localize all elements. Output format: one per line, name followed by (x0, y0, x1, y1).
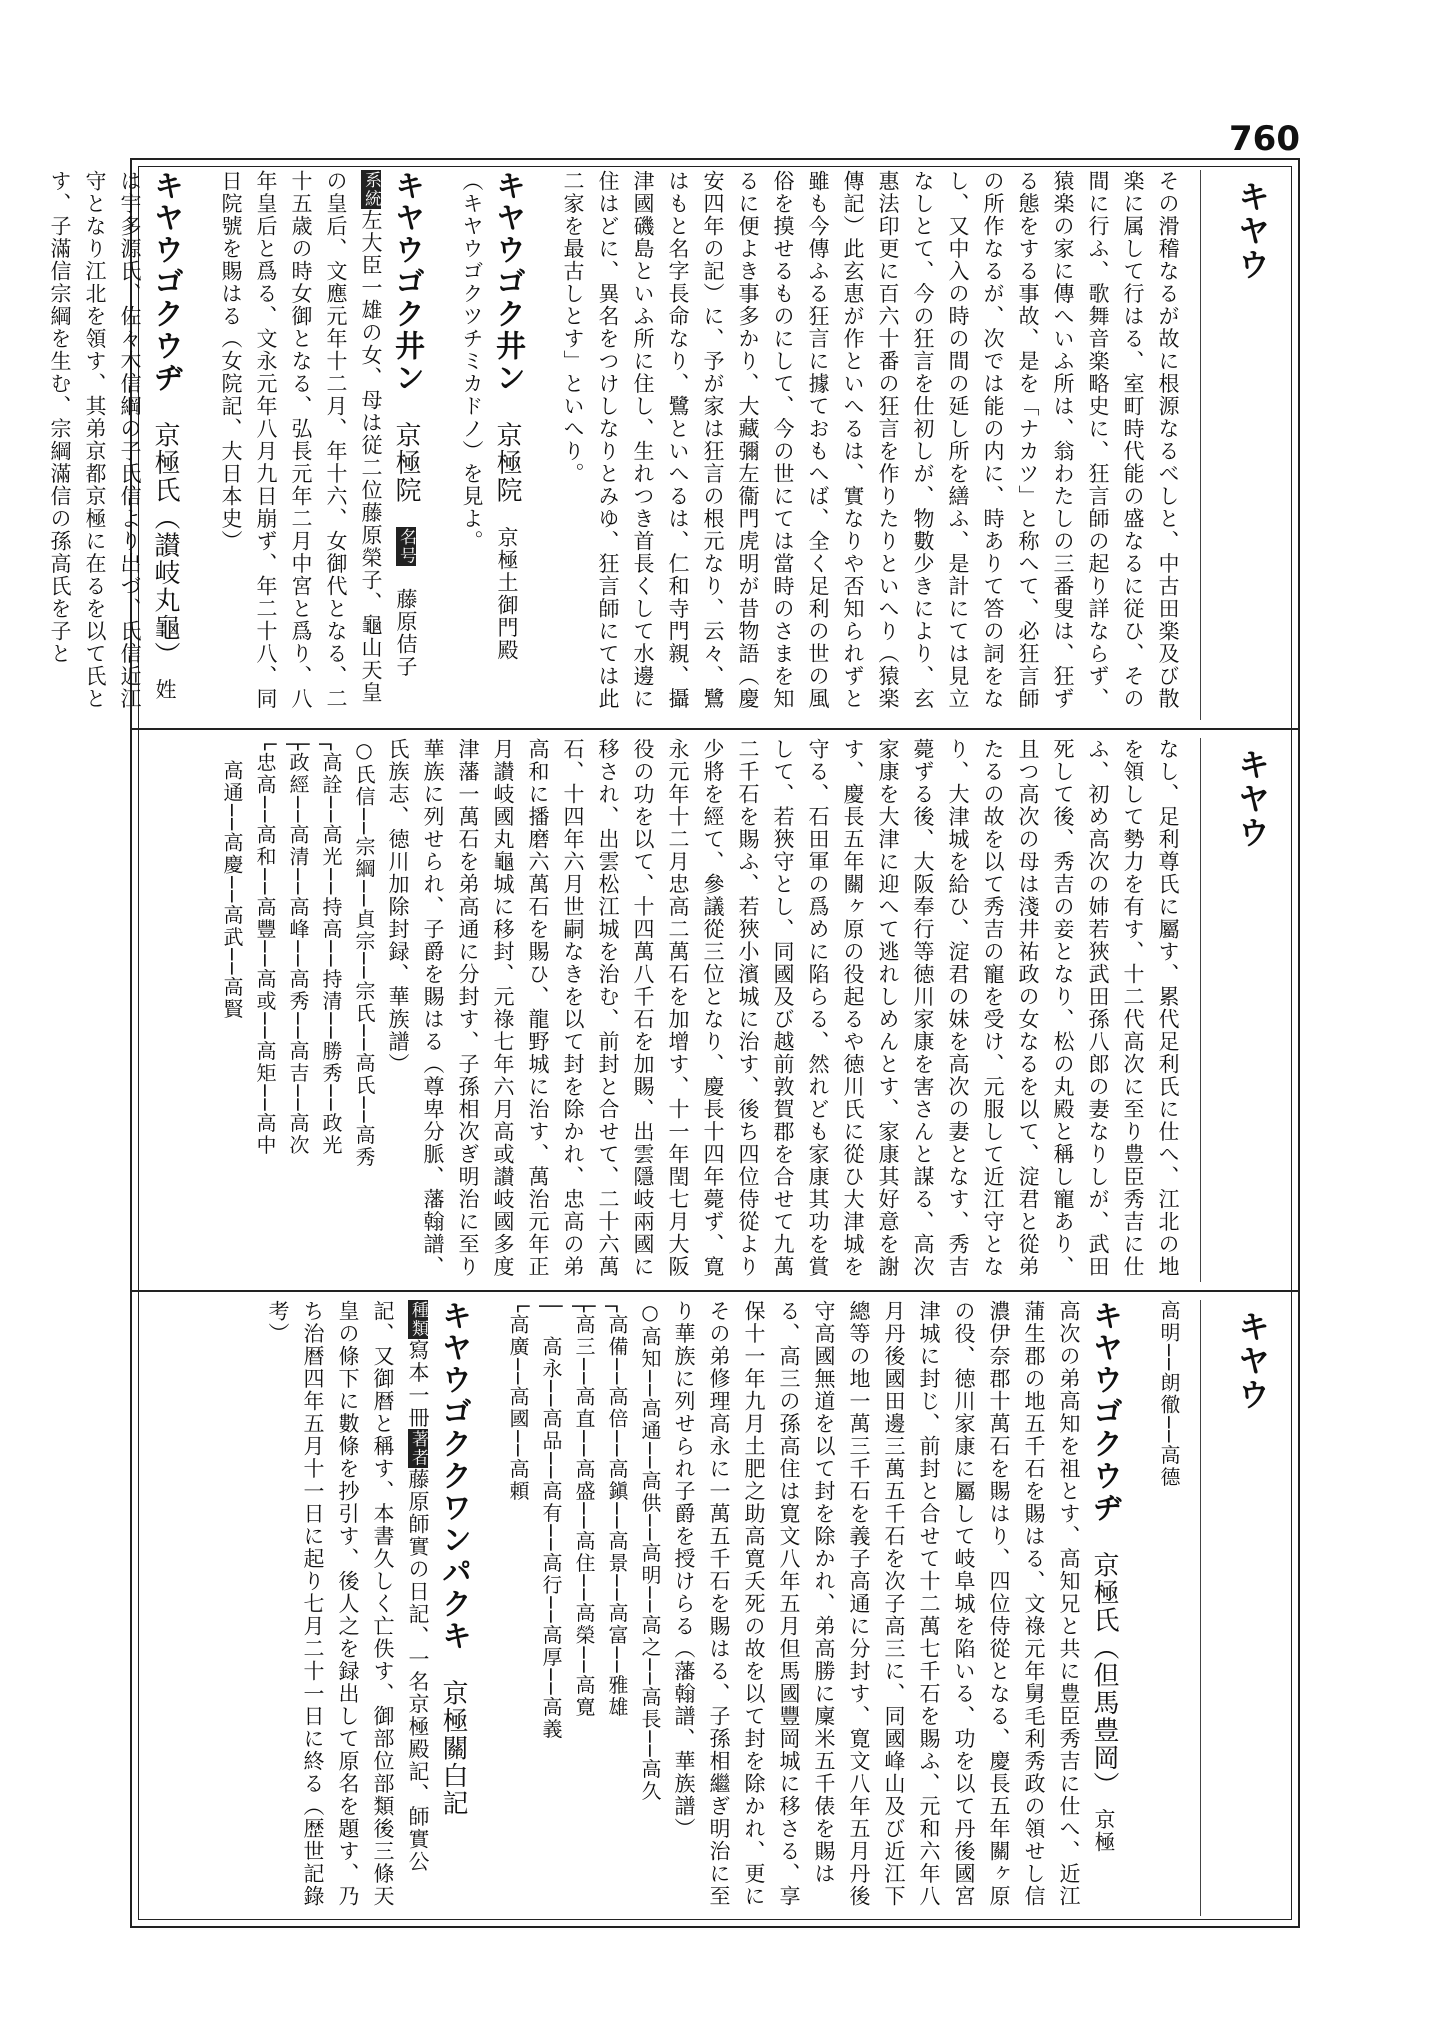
genealogy-text: 高通──高慶──高武──高賢 (220, 738, 244, 1021)
entry-name: 京極關白記 (438, 1652, 468, 1817)
entry-heading (42, 170, 183, 720)
genealogy-text: ├政經──高清──高峰──高秀──高吉──高次 (286, 738, 310, 1157)
label-badge: 名号 (396, 527, 416, 565)
label-badge: 種類 (408, 1301, 428, 1338)
headword: キヤウゴクウヂ (148, 170, 183, 394)
band-divider (130, 1290, 1300, 1292)
entry-heading (388, 170, 424, 720)
entry-text: 高次の弟高知を祖とす、高知兄と共に豊臣秀吉に仕へ、近江蒲生郡の地五千石を賜はる、文祿元年舅毛利秀政の領せし信濃伊奈郡十萬石を賜はり、四位侍從となる、慶長五年關ヶ原の役、徳川家康に屬して岐阜城を陷いる、功を以て丹後國宮津城に封じ、前封と合せて十二萬七千石を賜ふ、元和六年八月丹後國田邊三萬五千石を次子高三に、同國峰山及び近江下總等の地一萬三千石を義子高通に分封す、寛文八年五月丹後守高國無道を以て封を除かれ、弟高勝に廩米五千俵を賜はる、高三の孫高住は寛文八年五月但馬國豐岡城に移さる、享保十一年九月土肥之助高寛夭死の故を以て封を除かれ、更にその弟修理高永に一萬五千石を賜はる、子孫相繼ぎ明治に至り華族に列せられ子爵を授けらる（藩翰譜、華族譜） (672, 1300, 1081, 1908)
genealogy-line (534, 1300, 567, 1916)
entry-text: 左大臣一雄の女、母は従二位藤原榮子、龜山天皇の皇后、文應元年十二月、年十六、女御代となる、二十五歳の時女御となる、弘長元年二月中宮と爲り、八年皇后と爲る、文永元年八月九日崩ず、年二十八、同日院號を賜はる（女院記、大日本史） (219, 170, 383, 710)
entry-paragraph (666, 1300, 1086, 1916)
entry-name: 京極院 (492, 394, 522, 504)
genealogy-line (600, 1300, 633, 1916)
running-head: キヤウ (1233, 748, 1271, 850)
band-3 (140, 1300, 1275, 1916)
entry-name: 京極氏（但馬豊岡） (1089, 1524, 1119, 1786)
entry-heading (489, 170, 525, 720)
band-1 (48, 170, 1275, 720)
entry-text: 藤原佶子 (394, 565, 418, 678)
headword: キヤウゴク井ン (389, 170, 424, 394)
genealogy-text: ├高三──高直──高盛──高住──高榮──高寛 (572, 1300, 596, 1719)
entry-paragraph (555, 170, 1185, 720)
genealogy-line (633, 1300, 666, 1916)
entry-paragraph (260, 1300, 435, 1916)
label-badge: 系統 (361, 171, 381, 208)
genealogy-line (347, 738, 380, 1282)
genealogy-text: ┌高詮──高光──持高──持清──勝秀──政光 (319, 738, 343, 1157)
entry-text: 寫本一冊 (406, 1339, 430, 1429)
genealogy-line (215, 738, 248, 1282)
genealogy-line (501, 1300, 534, 1916)
running-head: キヤウ (1233, 180, 1271, 282)
entry-paragraph (454, 170, 489, 720)
entry-name: 京極氏（讃岐丸龜） (150, 394, 180, 656)
genealogy-line (567, 1300, 600, 1916)
entry-text: その滑稽なるが故に根源なるべしと、中古田楽及び散楽に属して行はる、室町時代能の盛なるに従ひ、その間に行ふ、歌舞音楽略史に、狂言師の起り詳ならず、猿楽の家に傳へいふ所は、翁わたしの三番叟は、狂ずる態をする事故、是を「ナカツ」と称へて、必狂言師の所作なるが、次では能の内に、時ありて答の詞をなし、又中入の時の間の延し所を繕ふ、是計にては見立なしとて、今の狂言を仕初しが、物數少きにより、玄惠法印更に百六十番の狂言を作りたりといへり（猿楽傳記）此玄恵が作といへるは、實なりや否知られずと雖も今傳ふる狂言に據ておもへば、全く足利の世の風俗を摸せるものにして、今の世にては當時のさまを知るに便よき事多かり、大藏彌左衞門虎明が昔物語（慶安四年の記）に、予が家は狂言の根元なり、云々、鷺はもと名字長命なり、鷺といへるは、仁和寺門親、攝津國磯島といふ所に住し、生れつき首長くして水邊に住はどに、異名をつけしなりとみゆ、狂言師にては此二家を最古しとす」といへり。 (561, 170, 1180, 710)
running-head: キヤウ (1233, 1310, 1271, 1412)
genealogy-text: └高廣──高國──高頼 (506, 1300, 530, 1503)
label-badge: 著者 (408, 1430, 428, 1467)
headword: キヤウゴクウヂ (1087, 1300, 1122, 1524)
headword: キヤウゴククワンパクキ (436, 1300, 471, 1652)
entry-heading (1086, 1300, 1122, 1916)
genealogy-line (281, 738, 314, 1282)
entry-name: 京極院 (391, 394, 421, 504)
entry-paragraph (380, 738, 1185, 1282)
genealogy-text: 高明──朗徹──高德 (1157, 1300, 1181, 1489)
text-column (140, 738, 1185, 1282)
band-2 (140, 738, 1275, 1282)
entry-paragraph (213, 170, 388, 720)
genealogy-line (248, 738, 281, 1282)
entry-place: 京極土御門殿 (495, 504, 519, 662)
genealogy-text: └忠高──高和──高豐──高或──高矩──高中 (253, 738, 277, 1157)
genealogy-text: ┌高備──高倍──高鎭──高景──高富──雅雄 (605, 1300, 629, 1719)
entry-text: （キヤウゴクツチミカドノ）を見よ。 (460, 170, 484, 553)
genealogy-text: ○高知──高通──高供──高明──高之──高長──高久 (638, 1300, 662, 1803)
genealogy-line (314, 738, 347, 1282)
band-divider (130, 728, 1300, 730)
entry-heading (435, 1300, 471, 1916)
entry-text: なし、足利尊氏に屬す、累代足利氏に仕へ、江北の地を領して勢力を有す、十二代高次に至り豊臣秀吉に仕ふ、初め高次の姉若狹武田孫八郎の妻なりしが、武田死して後、秀吉の妾となり、松の丸殿と稱し寵あり、且つ高次の母は淺井祐政の女なるを以て、淀君と從弟たるの故を以て秀吉の寵を受け、元服して近江守となり、大津城を給ひ、淀君の妹を高次の妻となす、秀吉薨ずる後、大阪奉行等徳川家康を害さんと謀る、高次家康を大津に迎へて逃れしめんとす、家康其好意を謝す、慶長五年關ヶ原の役起るや徳川氏に從ひ大津城を守る、石田軍の爲めに陷らる、然れども家康其功を賞して、若狹守とし、同國及び越前敦賀郡を合せて九萬二千石を賜ふ、若狹小濱城に治す、後ち四位侍從より少將を經て、參議從三位となり、慶長十四年薨ず、寛永元年十二月忠高二萬石を加增す、十一年閏七月大阪役の功を以て、十四萬八千石を加賜、出雲隱岐兩國に移され、出雲松江城を治む、前封と合せて、二十六萬石、十四年六月世嗣なきを以て封を除かれ、忠高の弟高和に播磨六萬石を賜ひ、龍野城に治す、萬治元年正月讃岐國丸龜城に移封、元祿七年六月高或讃岐國多度津藩一萬石を弟高通に分封す、子孫相次ぎ明治に至り華族に列せられ、子爵を賜はる（尊卑分脈、藩翰譜、氏族志、徳川加除封録、華族譜） (386, 738, 1180, 1278)
genealogy-text: ○氏信──宗綱──貞宗──宗氏──高氏──高秀 (352, 738, 376, 1169)
headword: キヤウゴク井ン (490, 170, 525, 394)
text-column (140, 1300, 1185, 1916)
entry-text: 京極 (1092, 1786, 1116, 1854)
genealogy-line (1152, 1300, 1185, 1916)
entry-text: 姓は宇多源氏、佐々木信綱の子氏信より出づ、氏信近江守となり江北を領す、其弟京都京極に在るを以て氏とす、子滿信宗綱を生む、宗綱滿信の孫高氏を子と (48, 170, 177, 710)
entry-text: 藤原師實の日記、一名京極殿記、師實公記、又御暦と稱す、本書久しく亡佚す、御部位部類後三條天皇の條下に數條を抄引す、後人之を録出して原名を題す、乃ち治暦四年五月十一日に起り七月二十一日に終る（歴世記錄考） (266, 1300, 430, 1908)
genealogy-text: │ 高永──高品──高有──高行──高厚──高義 (539, 1300, 563, 1741)
page-number: 760 (1229, 119, 1300, 159)
text-column (48, 170, 1185, 720)
